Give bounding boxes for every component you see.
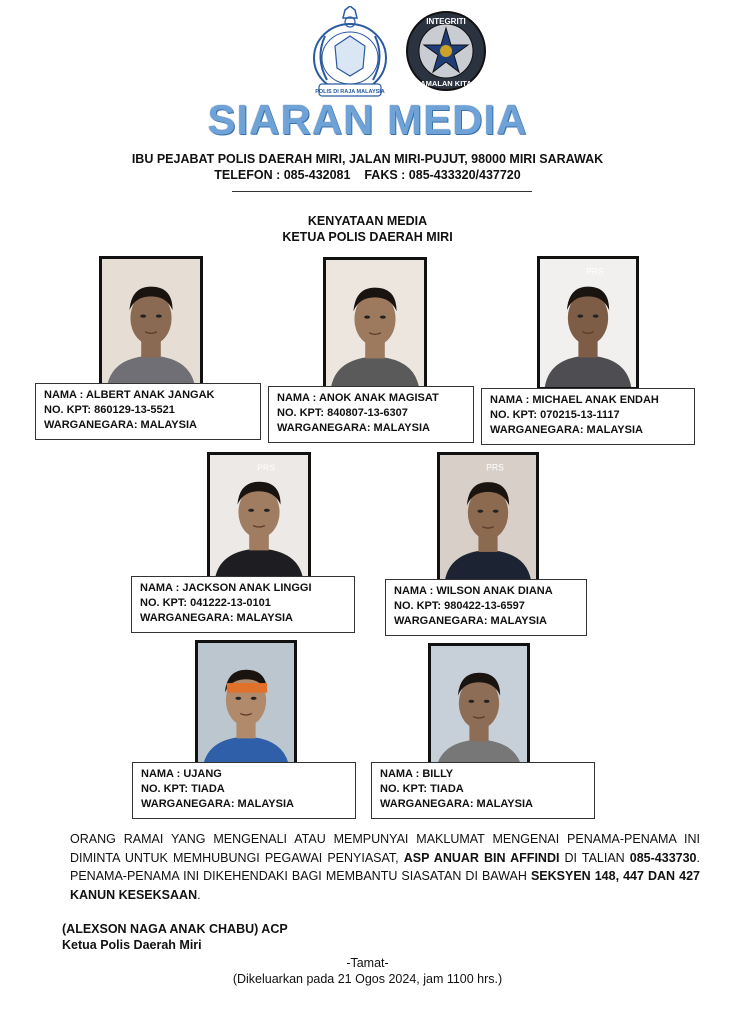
- suspect-ic-number: NO. KPT: TIADA: [141, 783, 225, 795]
- suspect-nationality: WARGANEGARA: MALAYSIA: [140, 612, 293, 624]
- suspect-info-card: [35, 383, 261, 440]
- suspect-photo: [207, 452, 311, 582]
- suspect-name: NAMA : BILLY: [380, 768, 454, 780]
- suspect-info-card: [385, 579, 587, 636]
- suspect-photo: [437, 452, 539, 584]
- suspect-photo: [323, 257, 427, 391]
- suspect-photo: [537, 256, 639, 390]
- investigating-officer: ASP ANUAR BIN AFFINDI: [403, 850, 560, 865]
- suspect-ic-number: NO. KPT: 860129-13-5521: [44, 404, 175, 416]
- suspect-ic-number: NO. KPT: 980422-13-6597: [394, 600, 525, 612]
- issued-date: (Dikeluarkan pada 21 Ogos 2024, jam 1100 hrs.): [232, 972, 503, 986]
- police-crest-logo: [305, 6, 395, 101]
- statement-heading: KENYATAAN MEDIA: [307, 214, 428, 228]
- suspect-nationality: WARGANEGARA: MALAYSIA: [277, 422, 430, 434]
- svg-text:AMALAN KITA: AMALAN KITA: [420, 79, 472, 88]
- suspect-info-card: [481, 388, 695, 445]
- suspect-info-card: [268, 386, 474, 443]
- legal-sections: SEKSYEN 148, 447 DAN 427 KANUN KESEKSAAN: [70, 869, 700, 902]
- suspect-nationality: WARGANEGARA: MALAYSIA: [490, 424, 643, 436]
- page-title: SIARAN MEDIA: [207, 96, 528, 143]
- suspect-name: NAMA : ANOK ANAK MAGISAT: [277, 392, 439, 404]
- svg-text:POLIS DI RAJA MALAYSIA: POLIS DI RAJA MALAYSIA: [315, 89, 385, 95]
- signatory-name: (ALEXSON NAGA ANAK CHABU) ACP: [62, 922, 288, 936]
- integrity-badge-logo: [405, 10, 487, 92]
- photo-tag: PRS: [257, 462, 276, 473]
- suspect-photo: [428, 643, 530, 773]
- signatory-title: Ketua Polis Daerah Miri: [62, 938, 202, 952]
- suspect-info-card: [132, 762, 356, 819]
- suspect-nationality: WARGANEGARA: MALAYSIA: [44, 419, 197, 431]
- suspect-photo: [195, 640, 297, 770]
- photo-tag: PRS: [486, 462, 504, 473]
- contact-numbers: TELEFON : 085-432081 FAKS : 085-433320/437720: [214, 168, 521, 182]
- office-address: IBU PEJABAT POLIS DAERAH MIRI, JALAN MIRI-PUJUT, 98000 MIRI SARAWAK: [131, 152, 604, 166]
- suspect-name: NAMA : ALBERT ANAK JANGAK: [44, 389, 215, 401]
- suspect-ic-number: NO. KPT: 840807-13-6307: [277, 407, 408, 419]
- divider: [232, 191, 532, 192]
- suspect-photo: [99, 256, 203, 390]
- suspect-name: NAMA : MICHAEL ANAK ENDAH: [490, 394, 659, 406]
- suspect-name: NAMA : JACKSON ANAK LINGGI: [140, 582, 312, 594]
- suspect-ic-number: NO. KPT: TIADA: [380, 783, 464, 795]
- suspect-ic-number: NO. KPT: 070215-13-1117: [490, 409, 620, 421]
- svg-text:INTEGRITI: INTEGRITI: [426, 17, 466, 26]
- suspect-ic-number: NO. KPT: 041222-13-0101: [140, 597, 271, 609]
- appeal-paragraph: ORANG RAMAI YANG MENGENALI ATAU MEMPUNYAI MAKLUMAT MENGENAI PENAMA-PENAMA INI DIMINTA UNTUK MEMHUBUNGI PEGAWAI PENYIASAT, ASP ANUAR BIN AFFINDI DI TALIAN 085-433730. PENAMA-PENAMA INI DIKEHENDAKI BAGI MEMBANTU SIASATAN DI BAWAH SEKSYEN 148, 447 DAN 427 KANUN KESEKSAAN.: [70, 832, 700, 902]
- statement-subheading: KETUA POLIS DAERAH MIRI: [282, 230, 453, 244]
- photo-tag: PRS: [586, 266, 604, 277]
- suspect-name: NAMA : WILSON ANAK DIANA: [394, 585, 553, 597]
- suspect-name: NAMA : UJANG: [141, 768, 222, 780]
- suspect-nationality: WARGANEGARA: MALAYSIA: [141, 798, 294, 810]
- suspect-nationality: WARGANEGARA: MALAYSIA: [394, 615, 547, 627]
- suspect-nationality: WARGANEGARA: MALAYSIA: [380, 798, 533, 810]
- end-marker: -Tamat-: [346, 956, 389, 970]
- officer-phone: 085-433730: [629, 850, 697, 865]
- suspect-info-card: [131, 576, 355, 633]
- suspect-info-card: [371, 762, 595, 819]
